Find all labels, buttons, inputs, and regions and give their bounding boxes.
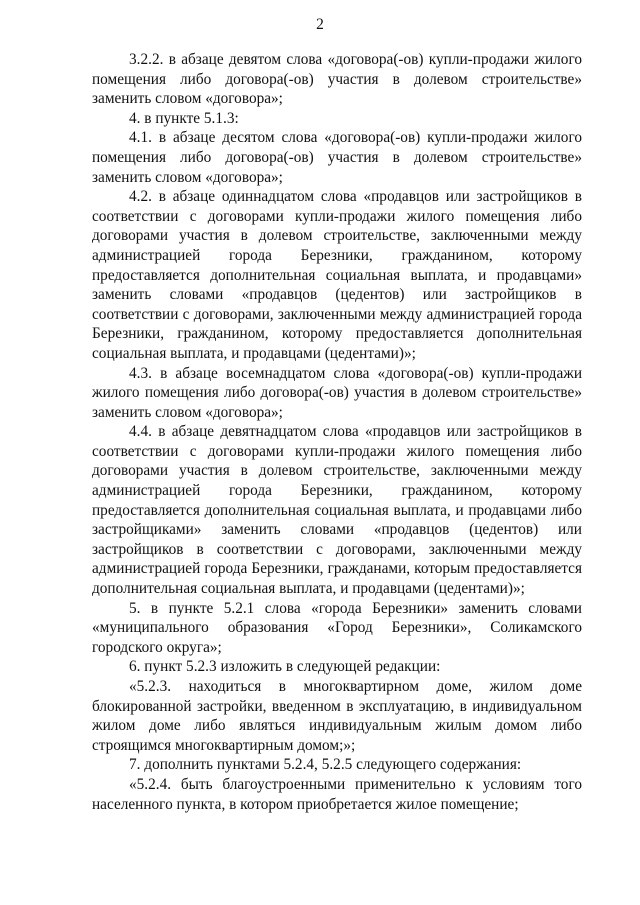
paragraph-6: 6. пункт 5.2.3 изложить в следующей редакции: — [129, 658, 441, 676]
paragraph-4: 4. в пункте 5.1.3: — [129, 109, 239, 127]
paragraph-4-4: 4.4. в абзаце девятнадцатом слова «продавцов или застройщиков в соответствии с договорами купли-продажи жилого помещения либо договорами участия в долевом строительстве, заключенными между администрацией города Березники, гражданином, которому предоставляется дополнительная социальная выплата, и продавцами либо застройщиками» заменить словами «продавцов (цедентов) или застройщиков в соответствии с договорами, заключенными между администрацией города Березники, гражданами, которым предоставляется дополнительная социальная выплата, и продавцами (цедентами)»; — [92, 423, 582, 598]
paragraph-7: 7. дополнить пунктами 5.2.4, 5.2.5 следующего содержания: — [129, 756, 522, 774]
page-number: 2 — [316, 16, 324, 33]
paragraph-5: 5. в пункте 5.2.1 слова «города Березники» заменить словами «муниципального образования «Город Березники», Соликамского городского округа»; — [92, 599, 582, 656]
paragraph-4-2: 4.2. в абзаце одиннадцатом слова «продавцов или застройщиков в соответствии с договорами купли-продажи жилого помещения либо договорами участия в долевом строительстве, заключенными между администрацией города Березники, гражданином, которому предоставляется дополнительная социальная выплата, и продавцами» заменить словами «продавцов (цедентов) или застройщиков в соответствии с договорами, заключенными между администрацией города Березники, гражданином, которому предоставляется дополнительная социальная выплата, и продавцами (цедентами)»; — [92, 188, 582, 362]
paragraph-3-2-2: 3.2.2. в абзаце девятом слова «договора(-ов) купли-продажи жилого помещения либо договора(-ов) участия в долевом строительстве» заменить словом «договора»; — [92, 51, 582, 108]
paragraph-4-3: 4.3. в абзаце восемнадцатом слова «договора(-ов) купли-продажи жилого помещения либо договора(-ов) участия в долевом строительстве» заменить словом «договора»; — [92, 364, 582, 421]
paragraph-4-1: 4.1. в абзаце десятом слова «договора(-ов) купли-продажи жилого помещения либо договора(-ов) участия в долевом строительстве» заменить словом «договора»; — [92, 129, 582, 186]
document-body — [92, 50, 582, 814]
paragraph-5-2-3: «5.2.3. находиться в многоквартирном доме, жилом доме блокированной застройки, введенном в эксплуатацию, в индивидуальном жилом доме либо являться индивидуальным жилым домом либо строящимся многоквартирным домом;»; — [92, 678, 582, 754]
paragraph-5-2-4: «5.2.4. быть благоустроенными применительно к условиям того населенного пункта, в котором приобретается жилое помещение; — [92, 775, 582, 813]
